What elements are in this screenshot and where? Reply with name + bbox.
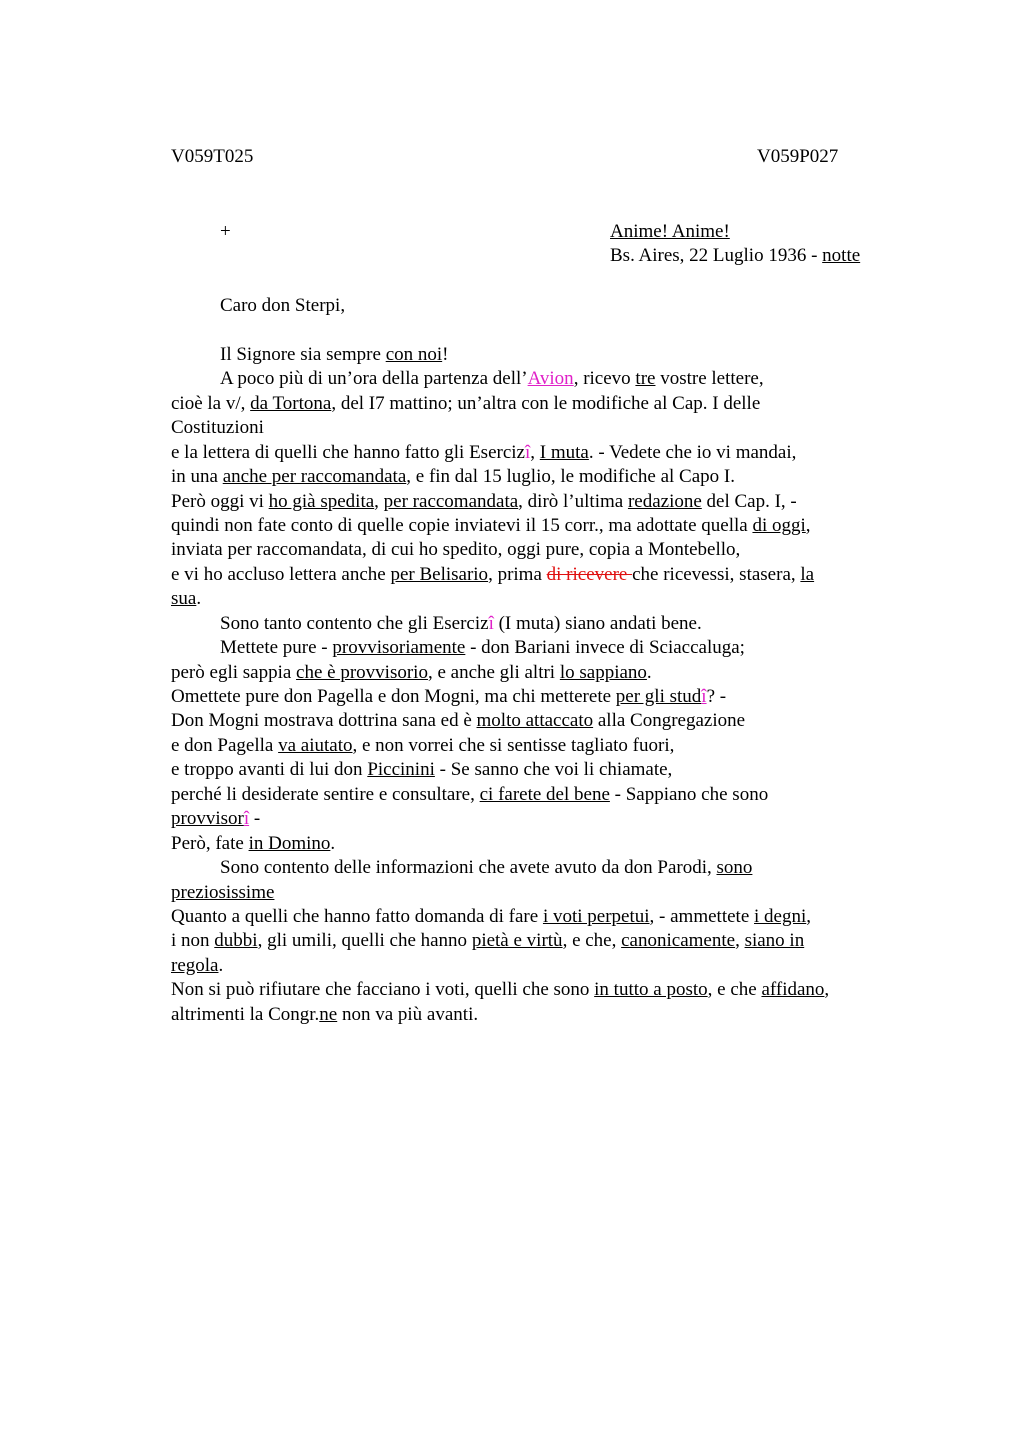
header-left-code: V059T025 bbox=[171, 146, 254, 167]
text-line bbox=[171, 758, 672, 782]
cross-symbol: + bbox=[220, 221, 231, 242]
dateline bbox=[610, 245, 860, 267]
text-segment: va aiutato bbox=[278, 735, 353, 756]
text-line bbox=[171, 954, 223, 978]
text-segment: - Se sanno che voi li chiamate, bbox=[434, 759, 673, 780]
text-segment: , e fin dal 15 luglio, le modifiche al Capo I. bbox=[406, 466, 735, 487]
text-segment: sono bbox=[716, 857, 753, 878]
text-segment: preziosissime bbox=[171, 882, 275, 903]
text-segment: , bbox=[530, 442, 540, 463]
text-segment: che ricevessi, stasera, bbox=[632, 564, 801, 585]
text-line bbox=[220, 367, 764, 391]
text-segment: in una bbox=[171, 466, 223, 487]
text-segment: î bbox=[525, 442, 531, 463]
text-segment: per raccomandata bbox=[383, 491, 519, 512]
text-segment: Avion bbox=[527, 368, 574, 389]
text-segment: Il Signore sia sempre bbox=[220, 344, 386, 365]
text-segment: Piccinini bbox=[367, 759, 435, 780]
text-line bbox=[171, 734, 674, 758]
text-segment: Però, fate bbox=[171, 833, 249, 854]
text-segment: molto attaccato bbox=[476, 710, 594, 731]
text-segment: , dirò l’ultima bbox=[518, 491, 628, 512]
text-segment: , e che bbox=[707, 979, 762, 1000]
text-segment: Sono tanto contento che gli Eserciz bbox=[220, 613, 489, 634]
text-segment: sua bbox=[171, 588, 197, 609]
text-segment: ho già spedita bbox=[268, 491, 375, 512]
text-line bbox=[171, 416, 264, 440]
text-line bbox=[171, 783, 768, 807]
text-segment: lo sappiano bbox=[559, 662, 647, 683]
text-line bbox=[220, 856, 752, 880]
text-segment: Sono contento delle informazioni che avete avuto da don Parodi, bbox=[220, 857, 717, 878]
text-segment: i non bbox=[171, 930, 215, 951]
text-line bbox=[171, 685, 726, 709]
text-line bbox=[171, 978, 829, 1002]
text-segment: i voti perpetui bbox=[542, 906, 650, 927]
text-segment: , e non vorrei che si sentisse tagliato fuori, bbox=[352, 735, 675, 756]
text-segment: Quanto a quelli che hanno fatto domanda di fare bbox=[171, 906, 543, 927]
text-line bbox=[171, 587, 201, 611]
text-segment: per gli stud bbox=[615, 686, 702, 707]
text-segment: canonicamente bbox=[621, 930, 736, 951]
text-segment: vostre lettere, bbox=[655, 368, 764, 389]
text-segment: redazione bbox=[627, 491, 702, 512]
text-segment: con noi bbox=[385, 344, 443, 365]
text-line bbox=[171, 538, 740, 562]
text-segment: . bbox=[218, 955, 224, 976]
text-segment: e la lettera di quelli che hanno fatto gli Eserciz bbox=[171, 442, 525, 463]
text-segment: da Tortona bbox=[250, 393, 332, 414]
text-segment: in tutto a posto bbox=[594, 979, 708, 1000]
text-segment: (I muta) siano andati bene. bbox=[493, 613, 702, 634]
text-segment: Don Mogni mostrava dottrina sana ed è bbox=[171, 710, 477, 731]
text-segment: e troppo avanti di lui don bbox=[171, 759, 368, 780]
text-segment: del Cap. I, - bbox=[701, 491, 797, 512]
text-line bbox=[171, 514, 811, 538]
text-segment: tre bbox=[635, 368, 656, 389]
text-segment: ? - bbox=[706, 686, 727, 707]
text-segment: . bbox=[646, 662, 652, 683]
header-right-code: V059P027 bbox=[757, 146, 839, 167]
text-line bbox=[171, 709, 745, 733]
text-segment: , bbox=[806, 906, 812, 927]
text-segment: alla Congregazione bbox=[593, 710, 746, 731]
text-segment: , - ammettete bbox=[649, 906, 755, 927]
time-of-day: notte bbox=[822, 245, 861, 266]
text-segment: Omettete pure don Pagella e don Mogni, ma chi metterete bbox=[171, 686, 616, 707]
text-segment: - bbox=[249, 808, 261, 829]
text-line bbox=[171, 392, 760, 416]
text-segment: provvisor bbox=[171, 808, 244, 829]
text-segment: altrimenti la Congr. bbox=[171, 1004, 320, 1025]
text-line bbox=[171, 929, 804, 953]
text-segment: î bbox=[488, 613, 494, 634]
text-segment: pietà e virtù bbox=[471, 930, 563, 951]
text-segment: . - Vedete che io vi mandai, bbox=[588, 442, 797, 463]
text-segment: , bbox=[824, 979, 830, 1000]
text-segment: però egli sappia bbox=[171, 662, 297, 683]
text-line bbox=[220, 636, 745, 660]
text-segment: A poco più di un’ora della partenza dell’ bbox=[220, 368, 528, 389]
text-line bbox=[171, 807, 260, 831]
text-line bbox=[171, 832, 335, 856]
text-segment: regola bbox=[171, 955, 219, 976]
text-segment: , del I7 mattino; un’altra con le modifiche al Cap. I delle bbox=[331, 393, 761, 414]
text-line bbox=[171, 881, 274, 905]
text-segment: che è provvisorio bbox=[296, 662, 428, 683]
text-segment: , e anche gli altri bbox=[427, 662, 560, 683]
text-line bbox=[171, 465, 735, 489]
text-segment: Costituzioni bbox=[171, 417, 264, 438]
text-segment: i degni bbox=[754, 906, 807, 927]
text-segment: in Domino bbox=[248, 833, 331, 854]
text-line bbox=[171, 661, 652, 685]
text-segment: . bbox=[196, 588, 202, 609]
text-segment: e don Pagella bbox=[171, 735, 279, 756]
text-segment: Mettete pure - bbox=[220, 637, 333, 658]
text-segment: affidano bbox=[761, 979, 825, 1000]
text-segment: siano in bbox=[744, 930, 805, 951]
text-line bbox=[171, 563, 814, 587]
text-line bbox=[171, 441, 796, 465]
text-segment: . bbox=[330, 833, 336, 854]
text-line bbox=[171, 1003, 478, 1027]
text-line bbox=[171, 905, 811, 929]
text-segment: anche per raccomandata bbox=[222, 466, 407, 487]
text-segment: dubbi bbox=[214, 930, 258, 951]
text-segment: , prima bbox=[488, 564, 547, 585]
text-line bbox=[220, 343, 448, 367]
text-segment: e vi ho accluso lettera anche bbox=[171, 564, 391, 585]
text-segment: ne bbox=[319, 1004, 338, 1025]
text-segment: , bbox=[735, 930, 745, 951]
text-segment: cioè la v/, bbox=[171, 393, 251, 414]
motto: Anime! Anime! bbox=[610, 221, 730, 242]
text-segment: inviata per raccomandata, di cui ho spedito, oggi pure, copia a Montebello, bbox=[171, 539, 741, 560]
text-segment: , gli umili, quelli che hanno bbox=[257, 930, 472, 951]
text-segment: , ricevo bbox=[573, 368, 636, 389]
text-segment: , e che, bbox=[562, 930, 622, 951]
text-segment: Non si può rifiutare che facciano i voti, quelli che sono bbox=[171, 979, 595, 1000]
salutation: Caro don Sterpi, bbox=[220, 295, 346, 316]
text-segment: perché li desiderate sentire e consultare, bbox=[171, 784, 480, 805]
text-segment: , bbox=[805, 515, 811, 536]
text-segment: per Belisario bbox=[390, 564, 489, 585]
text-segment: I muta bbox=[539, 442, 589, 463]
text-line bbox=[171, 490, 797, 514]
text-segment: di oggi bbox=[752, 515, 806, 536]
text-segment: la bbox=[800, 564, 815, 585]
text-segment: quindi non fate conto di quelle copie inviatevi il 15 corr., ma adottate quella bbox=[171, 515, 753, 536]
text-segment: ! bbox=[442, 344, 449, 365]
text-segment: - Sappiano che sono bbox=[609, 784, 769, 805]
text-segment: - don Bariani invece di Sciaccaluga; bbox=[465, 637, 745, 658]
text-segment: î bbox=[243, 808, 250, 829]
text-segment: ci farete del bene bbox=[479, 784, 610, 805]
text-segment: Però oggi vi bbox=[171, 491, 269, 512]
text-segment: , bbox=[374, 491, 384, 512]
text-segment: provvisoriamente bbox=[332, 637, 466, 658]
text-line bbox=[220, 612, 702, 636]
text-segment: non va più avanti. bbox=[337, 1004, 479, 1025]
place-date: Bs. Aires, 22 Luglio 1936 - bbox=[610, 245, 823, 266]
text-segment: î bbox=[701, 686, 707, 707]
text-segment: di ricevere bbox=[546, 564, 633, 585]
